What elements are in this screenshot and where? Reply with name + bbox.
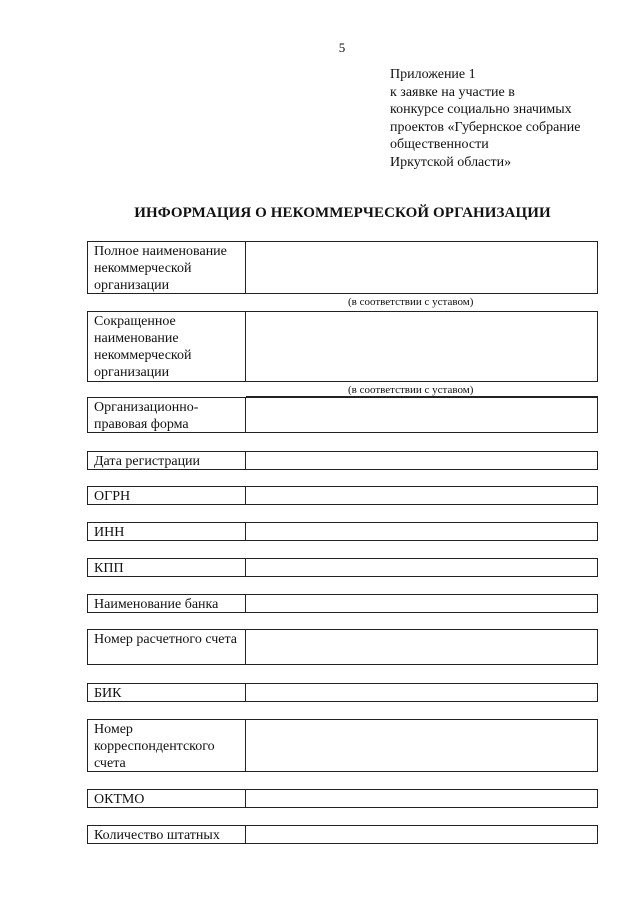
field-registration-date	[87, 451, 598, 470]
page-number: 5	[338, 40, 346, 55]
field-staff-count	[87, 825, 598, 844]
field-value-bank-name[interactable]	[246, 595, 597, 612]
field-value-ogrn[interactable]	[246, 487, 597, 504]
field-value-short-name[interactable]	[246, 312, 597, 381]
field-oktmo	[87, 789, 598, 808]
note-full-name: (в соответствии с уставом)	[348, 296, 474, 308]
appendix-line: Приложение 1	[390, 67, 476, 82]
field-inn	[87, 522, 598, 541]
appendix-line: к заявке на участие в	[390, 84, 515, 100]
field-kpp	[87, 558, 598, 577]
field-value-inn[interactable]	[246, 523, 597, 540]
field-value-settlement-account[interactable]	[246, 630, 597, 664]
field-label: Количество штатных	[88, 826, 246, 843]
field-bik	[87, 683, 598, 702]
appendix-line: Иркутской области»	[390, 154, 512, 170]
field-label: ИНН	[88, 523, 246, 540]
appendix-line: конкурсе социально значимых	[390, 102, 572, 117]
field-label: Номер корреспондентского счета	[88, 720, 246, 771]
field-value-oktmo[interactable]	[246, 790, 597, 807]
appendix-line: общественности	[390, 137, 489, 152]
field-value-full-name[interactable]	[246, 242, 597, 293]
field-label: Номер расчетного счета	[88, 630, 246, 664]
field-value-correspondent-account[interactable]	[246, 720, 597, 771]
field-label: КПП	[88, 559, 246, 576]
field-settlement-account	[87, 629, 598, 665]
field-short-name	[87, 311, 598, 382]
field-label: БИК	[88, 684, 246, 701]
field-label: Организационно-правовая форма	[88, 398, 246, 432]
field-label: ОГРН	[88, 487, 246, 504]
appendix-header	[390, 66, 620, 171]
field-value-kpp[interactable]	[246, 559, 597, 576]
field-value-bik[interactable]	[246, 684, 597, 701]
appendix-line: проектов «Губернское собрание	[390, 119, 581, 135]
document-title: ИНФОРМАЦИЯ О НЕКОММЕРЧЕСКОЙ ОРГАНИЗАЦИИ	[134, 205, 551, 221]
field-ogrn	[87, 486, 598, 505]
field-label: Полное наименование некоммерческой организации	[88, 242, 246, 293]
field-value-staff-count[interactable]	[246, 826, 597, 843]
field-label: Наименование банка	[88, 595, 246, 612]
field-value-legal-form[interactable]	[246, 398, 597, 432]
field-correspondent-account	[87, 719, 598, 772]
field-label: Дата регистрации	[88, 452, 246, 469]
field-label: ОКТМО	[88, 790, 246, 807]
field-value-registration-date[interactable]	[246, 452, 597, 469]
field-legal-form	[87, 397, 598, 433]
field-bank-name	[87, 594, 598, 613]
field-full-name	[87, 241, 598, 294]
field-label: Сокращенное наименование некоммерческой организации	[88, 312, 246, 381]
note-short-name: (в соответствии с уставом)	[348, 384, 474, 396]
